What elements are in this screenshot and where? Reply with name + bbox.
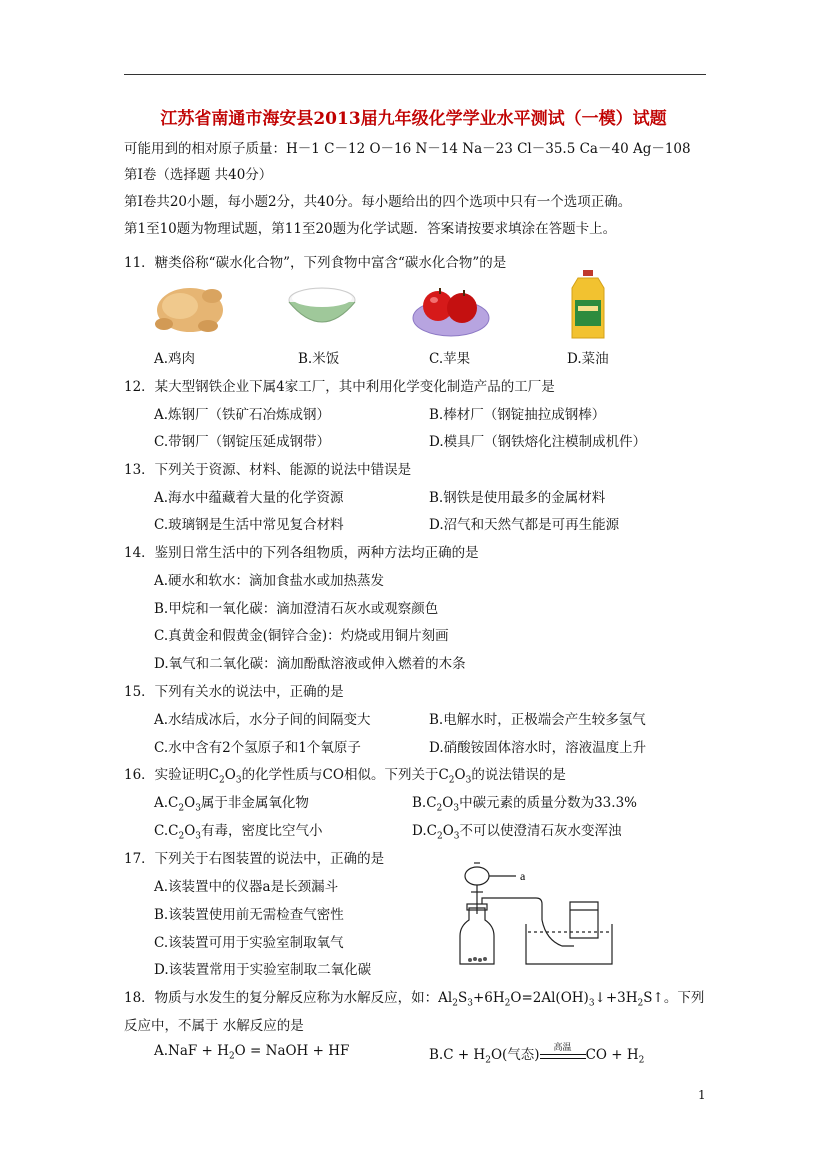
q16-stem: 16．实验证明$C_2O_3$的化学性质与CO相似。下列关于$C_2O_3$的说法错误的是: [124, 767, 566, 786]
section-heading: 第Ⅰ卷（选择题 共40分）: [124, 167, 273, 183]
q15-option-d: D.硝酸铵固体溶水时，溶液温度上升: [429, 740, 647, 756]
q14-stem: 14．鉴别日常生活中的下列各组物质，两种方法均正确的是: [124, 545, 479, 561]
instruction-2: 第1至10题为物理试题，第11至20题为化学试题．答案请按要求填涂在答题卡上。: [124, 221, 617, 237]
q18-stem: 18．物质与水发生的复分解反应称为水解反应，如：$Al_2S_3+6H_2O=2Al(OH)_3↓+3H_2S↑$。下列: [124, 990, 705, 1009]
apples-picture: [410, 278, 492, 338]
atomic-masses: 可能用到的相对原子质量：H－1 C－12 O－16 N－14 Na－23 Cl－35.5 Ca－40 Ag－108: [124, 141, 691, 157]
page-title: 江苏省南通市海安县2013届九年级化学学业水平测试（一模）试题: [160, 109, 667, 129]
q15-option-b: B.电解水时，正极端会产生较多氢气: [429, 712, 646, 728]
q11-option-d: D.菜油: [567, 351, 609, 367]
q18-option-b: $B.C + H_2O$(气态) 高温 CO + $H_2$: [429, 1043, 644, 1066]
q14-option-d: D.氧气和二氧化碳：滴加酚酞溶液或伸入燃着的木条: [154, 656, 466, 672]
q13-option-d: D.沼气和天然气都是可再生能源: [429, 517, 620, 533]
q15-option-a: A.水结成冰后，水分子间的间隔变大: [154, 712, 371, 728]
q14-option-c: C.真黄金和假黄金(铜锌合金)：灼烧或用铜片刻画: [154, 628, 449, 644]
page-number: 1: [698, 1088, 706, 1102]
q11-option-c: C.苹果: [429, 351, 471, 367]
q14-option-b: B.甲烷和一氧化碳：滴加澄清石灰水或观察颜色: [154, 601, 439, 617]
rice-bowl-picture: [286, 282, 358, 336]
q11-option-a: A.鸡肉: [154, 351, 196, 367]
q15-stem: 15．下列有关水的说法中，正确的是: [124, 684, 344, 700]
q17-stem: 17．下列关于右图装置的说法中，正确的是: [124, 851, 385, 867]
q12-option-b: B.棒材厂（钢锭抽拉成钢棒）: [429, 407, 606, 423]
q13-option-b: B.钢铁是使用最多的金属材料: [429, 490, 606, 506]
q17-option-a: A.该装置中的仪器a是长颈漏斗: [154, 879, 339, 895]
q15-option-c: C.水中含有2个氢原子和1个氧原子: [154, 740, 361, 756]
q12-option-d: D.模具厂（钢铁熔化注模制成机件）: [429, 434, 647, 450]
instruction-1: 第Ⅰ卷共20小题，每小题2分，共40分。每小题给出的四个选项中只有一个选项正确。: [124, 194, 632, 210]
q16-option-d: $D.C_2O_3$不可以使澄清石灰水变浑浊: [412, 823, 622, 842]
q18-option-a: $A.NaF + H_2O$ = NaOH + HF: [154, 1043, 350, 1062]
q11-option-b: B.米饭: [298, 351, 340, 367]
chicken-picture: [150, 276, 232, 338]
q13-option-c: C.玻璃钢是生活中常见复合材料: [154, 517, 344, 533]
reaction-condition: 高温: [553, 1043, 572, 1053]
q12-stem: 12．某大型钢铁企业下属4家工厂，其中利用化学变化制造产品的工厂是: [124, 379, 555, 395]
q16-option-c: $C.C_2O_3$有毒，密度比空气小: [154, 823, 323, 842]
q12-option-a: A.炼钢厂（铁矿石冶炼成钢）: [154, 407, 331, 423]
q12-option-c: C.带钢厂（钢锭压延成钢带）: [154, 434, 331, 450]
q11-stem: 11．糖类俗称“碳水化合物”，下列食物中富含“碳水化合物”的是: [124, 255, 507, 271]
top-rule: [124, 74, 706, 75]
q13-option-a: A.海水中蕴藏着大量的化学资源: [154, 490, 344, 506]
cooking-oil-picture: [568, 270, 610, 342]
q14-option-a: A.硬水和软水：滴加食盐水或加热蒸发: [154, 573, 385, 589]
q18-stem-line2: 反应中，不属于 水解反应的是: [124, 1018, 304, 1034]
q16-option-b: $B.C_2O_3$中碳元素的质量分数为33.3%: [412, 795, 637, 814]
q17-option-b: B.该装置使用前无需检查气密性: [154, 907, 344, 923]
q17-option-c: C.该装置可用于实验室制取氧气: [154, 935, 344, 951]
q13-stem: 13．下列关于资源、材料、能源的说法中错误是: [124, 462, 412, 478]
gas-apparatus-diagram: [452, 860, 620, 972]
q16-option-a: $A.C_2O_3$属于非金属氧化物: [154, 795, 309, 814]
q17-option-d: D.该装置常用于实验室制取二氧化碳: [154, 962, 372, 978]
apparatus-label-a: a: [520, 869, 526, 883]
